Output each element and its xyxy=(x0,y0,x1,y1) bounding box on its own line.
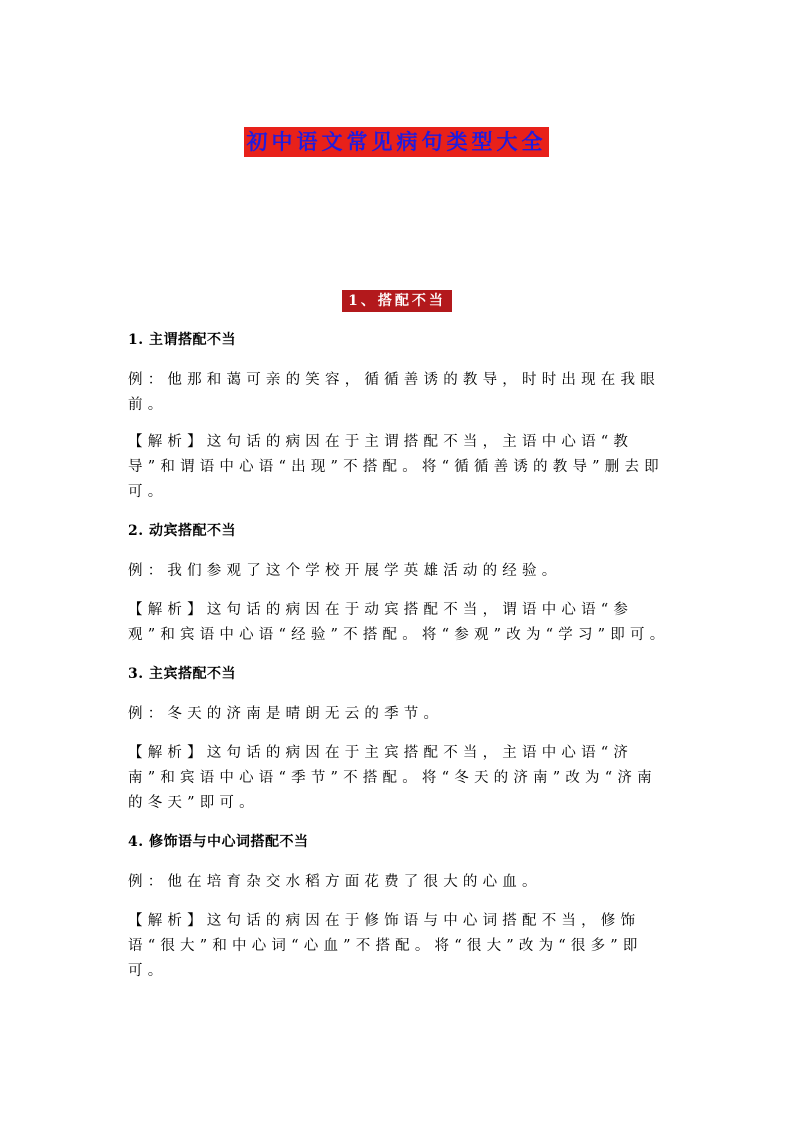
item-2-heading xyxy=(128,520,673,542)
analysis-text: 【解析】这句话的病因在于主谓搭配不当，主语中心语“教导”和谓语中心语“出现”不搭配。将“循循善诱的教导”删去即可。 xyxy=(128,434,664,500)
analysis-text: 【解析】这句话的病因在于修饰语与中心词搭配不当，修饰语“很大”和中心词“心血”不搭配。将“很大”改为“很多”即可。 xyxy=(128,913,643,979)
item-4-example xyxy=(128,870,673,895)
item-heading: 1. 主谓搭配不当 xyxy=(128,332,236,348)
item-1-analysis xyxy=(128,430,673,505)
example-text: 例：冬天的济南是晴朗无云的季节。 xyxy=(128,706,444,722)
example-text: 例：我们参观了这个学校开展学英雄活动的经验。 xyxy=(128,563,562,579)
example-text: 例：他那和蔼可亲的笑容，循循善诱的教导，时时出现在我眼前。 xyxy=(128,372,660,413)
item-3-heading xyxy=(128,663,673,685)
item-1-heading xyxy=(128,329,673,351)
item-heading: 4. 修饰语与中心词搭配不当 xyxy=(128,834,309,850)
item-3-analysis xyxy=(128,741,673,816)
item-4-analysis xyxy=(128,909,673,984)
item-2-example xyxy=(128,559,673,584)
document-title: 初中语文常见病句类型大全 xyxy=(244,127,549,157)
example-text: 例：他在培育杂交水稻方面花费了很大的心血。 xyxy=(128,874,542,890)
analysis-text: 【解析】这句话的病因在于动宾搭配不当，谓语中心语“参观”和宾语中心语“经验”不搭配。将“参观”改为“学习”即可。 xyxy=(128,602,670,643)
item-1-example xyxy=(128,368,673,418)
item-4-heading xyxy=(128,831,673,853)
section-heading: 1、搭配不当 xyxy=(342,290,452,312)
item-heading: 2. 动宾搭配不当 xyxy=(128,523,236,539)
item-3-example xyxy=(128,702,673,727)
item-2-analysis xyxy=(128,598,673,648)
item-heading: 3. 主宾搭配不当 xyxy=(128,666,236,682)
analysis-text: 【解析】这句话的病因在于主宾搭配不当，主语中心语“济南”和宾语中心语“季节”不搭配。将“冬天的济南”改为“济南的冬天”即可。 xyxy=(128,745,657,811)
